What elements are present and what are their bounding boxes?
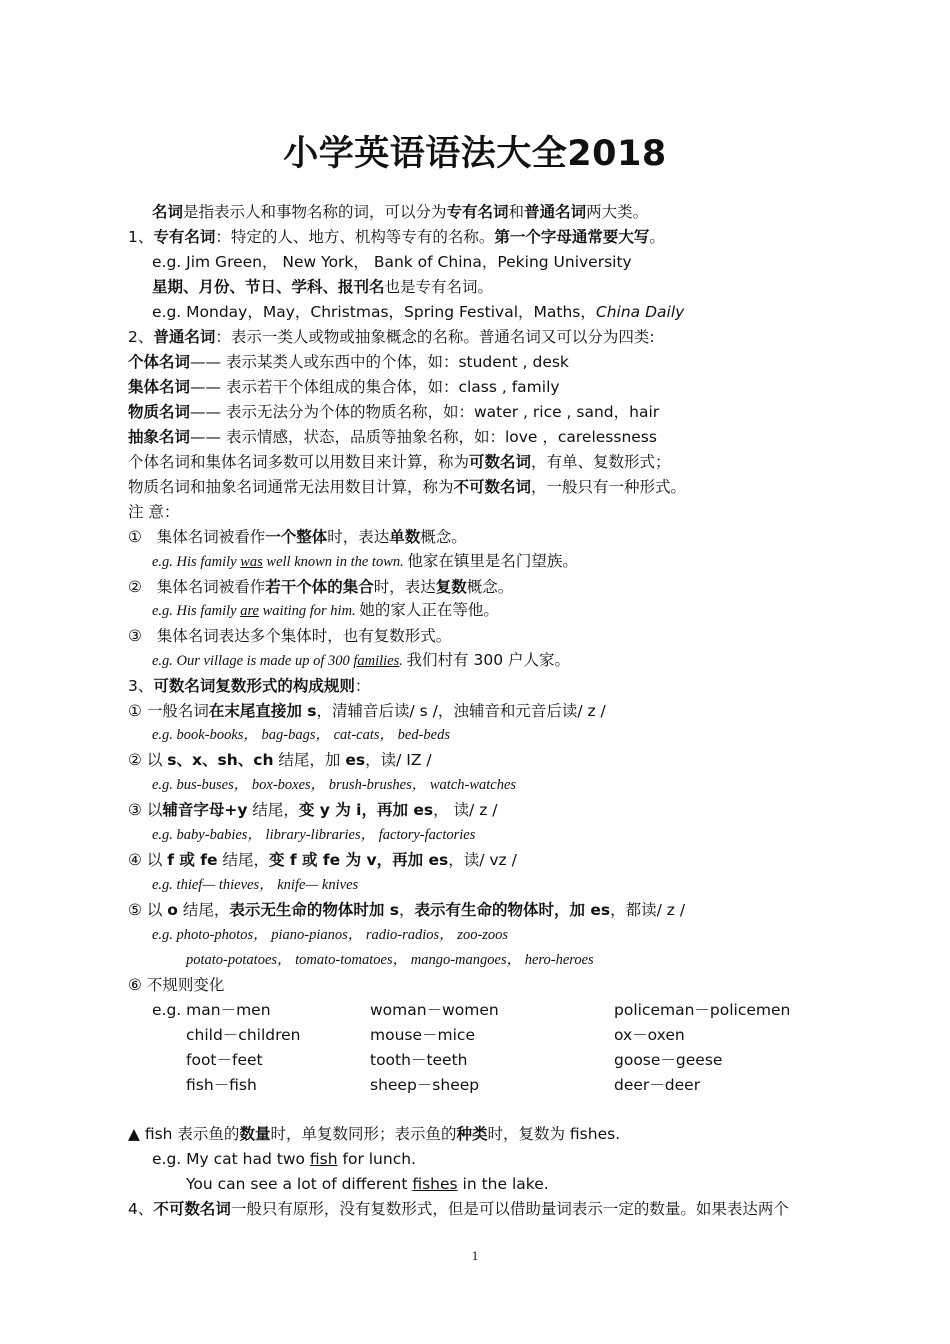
rule-3-example: e.g. baby-babies， library-libraries， factory-factories: [152, 827, 476, 843]
irregular-cell: mouse－mice: [370, 1026, 475, 1044]
irregular-cell: tooth－teeth: [370, 1051, 468, 1069]
irregular-cell: foot－feet: [186, 1051, 263, 1069]
section-2-heading: 2、普通名词：表示一类人或物或抽象概念的名称。普通名词又可以分为四类:: [128, 328, 655, 346]
section-1-note: 星期、月份、节日、学科、报刊名也是专有名词。: [152, 278, 494, 296]
page-title: 小学英语语法大全2018: [283, 134, 667, 174]
note-1-example: e.g. His family was well known in the town. 他家在镇里是名门望族。: [152, 552, 578, 570]
rule-2: ② 以 s、x、sh、ch 结尾，加 es，读/ IZ /: [128, 751, 432, 769]
page-number: 1: [471, 1248, 479, 1263]
rule-4-example: e.g. thief— thieves， knife— knives: [152, 877, 359, 893]
irregular-cell: deer－deer: [614, 1076, 701, 1094]
irregular-cell: child－children: [186, 1026, 301, 1044]
rule-5: ⑤ 以 o 结尾，表示无生命的物体时加 s，表示有生命的物体时，加 es，都读/ z /: [128, 901, 686, 919]
fish-note: ▲ fish 表示鱼的数量时，单复数同形；表示鱼的种类时，复数为 fishes.: [128, 1125, 621, 1143]
rule-3: ③ 以辅音字母+y 结尾，变 y 为 i，再加 es， 读/ z /: [128, 801, 498, 819]
note-2: ② 集体名词被看作若干个体的集合时，表达复数概念。: [128, 578, 514, 596]
noun-kind-abstract: 抽象名词—— 表示情感，状态，品质等抽象名称，如：love ，carelessness: [128, 428, 657, 446]
section-1-example-2: e.g. Monday，May，Christmas，Spring Festival，Maths，China Daily: [152, 303, 685, 321]
rule-2-example: e.g. bus-buses， box-boxes， brush-brushes， watch-watches: [152, 777, 517, 793]
rule-5-example-2: potato-potatoes， tomato-tomatoes， mango-mangoes， hero-heroes: [186, 952, 594, 968]
note-2-example: e.g. His family are waiting for him. 她的家人正在等他。: [152, 601, 499, 619]
note-1: ① 集体名词被看作一个整体时，表达单数概念。: [128, 528, 467, 546]
note-3-example: e.g. Our village is made up of 300 families. 我们村有 300 户人家。: [152, 651, 570, 669]
rule-5-example: e.g. photo-photos， piano-pianos， radio-radios， zoo-zoos: [152, 927, 509, 943]
fish-example-1: e.g. My cat had two fish for lunch.: [152, 1150, 416, 1168]
noun-kind-material: 物质名词—— 表示无法分为个体的物质名称，如：water , rice , sand，hair: [128, 403, 660, 421]
rule-1-example: e.g. book-books， bag-bags， cat-cats， bed-beds: [152, 727, 450, 743]
rule-4: ④ 以 f 或 fe 结尾，变 f 或 fe 为 v，再加 es，读/ vz /: [128, 851, 517, 869]
section-1-example: e.g. Jim Green， New York， Bank of China，Peking University: [152, 253, 632, 271]
section-3-heading: 3、可数名词复数形式的构成规则：: [128, 677, 371, 695]
note-label: 注 意：: [128, 503, 180, 521]
irregular-cell: sheep－sheep: [370, 1076, 480, 1094]
countable-line: 个体名词和集体名词多数可以用数目来计算，称为可数名词，有单、复数形式；: [128, 453, 671, 471]
fish-example-2: You can see a lot of different fishes in the lake.: [186, 1175, 549, 1193]
irregular-cell: policeman－policemen: [614, 1001, 791, 1019]
intro-line: 名词是指表示人和事物名称的词，可以分为专有名词和普通名词两大类。: [152, 203, 649, 221]
irregular-cell: goose－geese: [614, 1051, 723, 1069]
noun-kind-collective: 集体名词—— 表示若干个体组成的集合体，如：class , family: [128, 378, 560, 396]
section-1-heading: 1、专有名词：特定的人、地方、机构等专有的名称。第一个字母通常要大写。: [128, 228, 665, 246]
irregular-cell: ox－oxen: [614, 1026, 685, 1044]
rule-1: ① 一般名词在末尾直接加 s，清辅音后读/ s /，浊辅音和元音后读/ z /: [128, 702, 606, 720]
irregular-cell: fish－fish: [186, 1076, 257, 1094]
note-3: ③ 集体名词表达多个集体时，也有复数形式。: [128, 627, 452, 645]
irregular-cell: e.g. man－men: [152, 1001, 271, 1019]
noun-kind-individual: 个体名词—— 表示某类人或东西中的个体，如：student , desk: [128, 353, 569, 371]
section-4-heading: 4、不可数名词一般只有原形，没有复数形式，但是可以借助量词表示一定的数量。如果表达两个: [128, 1200, 789, 1218]
rule-6: ⑥ 不规则变化: [128, 976, 225, 994]
irregular-cell: woman－women: [370, 1001, 499, 1019]
uncountable-line: 物质名词和抽象名词通常无法用数目计算，称为不可数名词，一般只有一种形式。: [128, 478, 687, 496]
